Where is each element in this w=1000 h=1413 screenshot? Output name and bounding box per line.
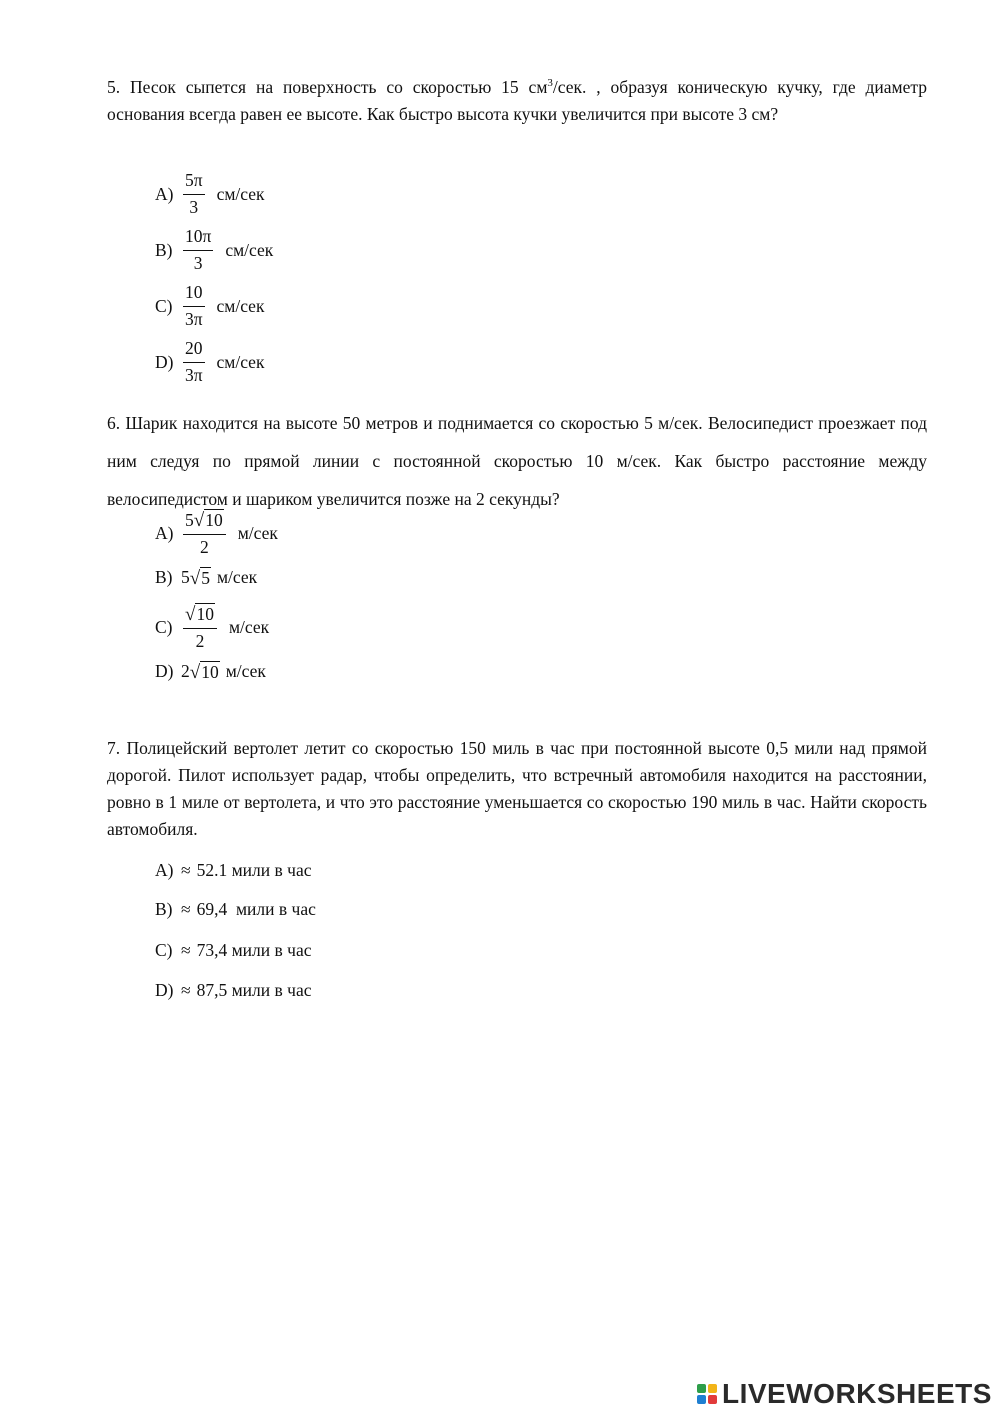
approx-symbol: ≈ — [181, 860, 191, 880]
option-value: 52.1 мили в час — [196, 860, 312, 880]
question-7 — [107, 735, 927, 843]
q5-option-c[interactable] — [155, 282, 264, 331]
question-6 — [107, 404, 927, 518]
q7-option-a[interactable] — [155, 860, 312, 881]
q5-option-b[interactable] — [155, 226, 273, 275]
unit: м/сек — [237, 523, 278, 544]
q6-option-b[interactable] — [155, 567, 257, 588]
option-letter: C) — [155, 295, 173, 316]
logo-text: LIVEWORKSHEETS — [722, 1378, 992, 1409]
unit: м/сек — [228, 617, 270, 638]
option-letter: D) — [155, 980, 174, 1000]
option-value: 87,5 мили в час — [196, 980, 312, 1000]
option-letter: B) — [155, 899, 173, 919]
unit: см/сек — [216, 351, 265, 372]
coefficient: 2 — [181, 661, 190, 682]
q6-option-d[interactable] — [155, 661, 266, 682]
option-letter: B) — [155, 239, 173, 260]
logo-square — [697, 1384, 706, 1393]
q7-option-c[interactable] — [155, 940, 312, 961]
logo-square — [697, 1395, 706, 1404]
option-letter: C) — [155, 940, 173, 960]
fraction: $\frac{10\pi}{3}$ — [185, 226, 212, 273]
question-5-text: 5. Песок сыпется на поверхность со скоростью 15 $см^3$/сек. , образуя коническую кучку, где диаметр основания всегда равен ее высоте. Как быстро высота кучки увеличится при высоте 3 см? — [107, 76, 927, 124]
fraction: $\frac{5\pi}{3}$ — [185, 170, 203, 217]
unit: м/сек — [225, 661, 266, 682]
question-7-text: 7. Полицейский вертолет летит со скоростью 150 миль в час при постоянной высоте 0,5 мили над прямой дорогой. Пилот использует радар, чтобы определить, что встречный автомобиля находится на расстоянии, ровно в 1 миле от вертолета, и что это расстояние уменьшается со скоростью 190 миль в час. Найти скорость автомобиля. — [107, 738, 927, 839]
logo-square — [708, 1395, 717, 1404]
option-value: 73,4 мили в час — [196, 940, 312, 960]
question-6-text: 6. Шарик находится на высоте 50 метров и поднимается со скоростью 5 м/сек. Велосипедист проезжает под ним следуя по прямой линии с постоянной скоростью 10 м/сек. Как быстро расстояние между велосипедистом и шариком увеличится позже на 2 секунды? — [107, 413, 927, 509]
approx-symbol: ≈ — [181, 940, 191, 960]
option-letter: A) — [155, 183, 174, 204]
sqrt-symbol: √ 10 — [193, 510, 223, 532]
coefficient: 5 — [181, 567, 190, 588]
unit: см/сек — [216, 295, 265, 316]
logo-square — [708, 1384, 717, 1393]
option-letter: B) — [155, 567, 173, 588]
option-letter: A) — [155, 860, 174, 880]
q6-option-c[interactable] — [155, 603, 269, 653]
q5-option-a[interactable] — [155, 170, 265, 219]
unit: м/сек — [216, 567, 258, 588]
liveworksheets-logo — [697, 1378, 992, 1410]
fraction: √ 10 2 — [183, 603, 217, 653]
sqrt-symbol: √ 5 — [189, 568, 210, 590]
sqrt-symbol: √ 10 — [185, 604, 214, 626]
q5-option-d[interactable] — [155, 338, 264, 387]
logo-grid-icon — [697, 1384, 717, 1404]
option-letter: D) — [155, 351, 174, 372]
option-letter: D) — [155, 661, 174, 682]
approx-symbol: ≈ — [181, 980, 191, 1000]
sqrt-symbol: √ 10 — [189, 662, 219, 684]
fraction: $\frac{10}{3\pi}$ — [184, 282, 203, 329]
q6-option-a[interactable] — [155, 509, 278, 559]
fraction: $\frac{20}{3\pi}$ — [184, 338, 203, 385]
unit: см/сек — [225, 239, 274, 260]
fraction: 5 √ 10 2 — [183, 509, 226, 559]
q7-option-b[interactable] — [155, 899, 316, 920]
q7-option-d[interactable] — [155, 980, 312, 1001]
option-letter: A) — [155, 523, 174, 544]
option-letter: C) — [155, 617, 173, 638]
approx-symbol: ≈ — [181, 899, 191, 919]
unit: см/сек — [216, 183, 265, 204]
question-5 — [107, 70, 927, 128]
option-value: 69,4 мили в час — [196, 899, 316, 919]
